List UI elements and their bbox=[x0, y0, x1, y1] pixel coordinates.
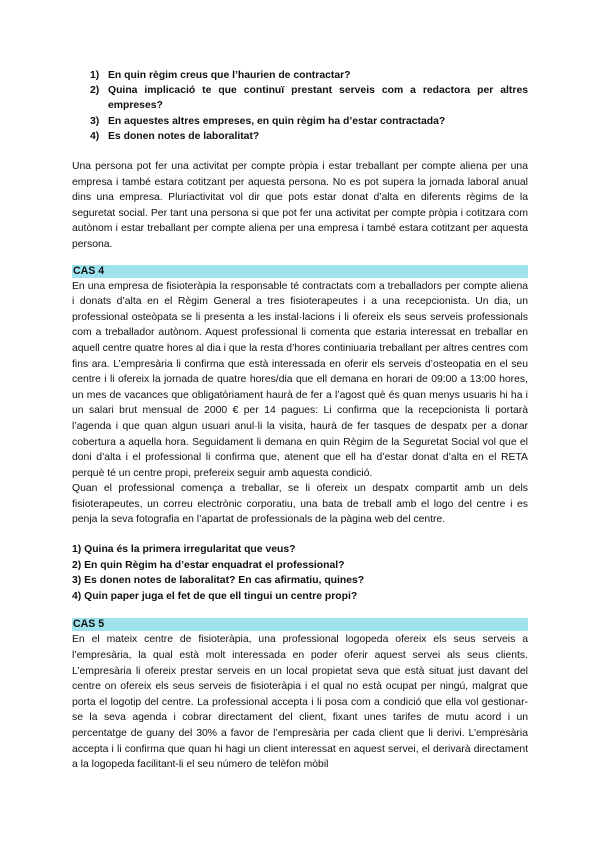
spacer bbox=[72, 144, 528, 159]
intro-answer-paragraph: Una persona pot fer una activitat per compte pròpia i estar treballant per compte aliena per una empresa i també estara cotitzant per aquesta persona. No es pot supera la jornada laboral anual dins una empresa. Pluriactivitat vol dir que pots estar donat d’alta en diferents règims de la seguretat social. Per tant una persona si que pot fer una activitat per compte pròpia i cotitzara com autònom i estar treballant per compte aliena per una empresa i també estara cotitzant per aquesta persona. bbox=[72, 161, 528, 250]
case-4-paragraph-2: Quan el professional comença a treballar, se li ofereix un despatx compartit amb un dels fisioterapeutes, un correu electrònic corporatiu, una bata de treball amb el logo del centre i es penja la seva fotografia en l’apartat de professionals de la pàgina web del centre. bbox=[72, 483, 528, 526]
case-5-heading: CAS 5 bbox=[72, 618, 528, 631]
case-4-question-list bbox=[72, 542, 528, 604]
question-text: Es donen notes de laboralitat? bbox=[108, 130, 260, 142]
question-text: En quin règim creus que l’haurien de contractar? bbox=[108, 70, 351, 81]
spacer bbox=[72, 528, 528, 542]
case-4-question: 4) Quin paper juga el fet de que ell tingui un centre propi? bbox=[72, 590, 358, 602]
question-text: En aquestes altres empreses, en quin règim ha d’estar contractada? bbox=[108, 115, 446, 127]
question-number: 3) bbox=[90, 115, 100, 127]
intro-question-item bbox=[90, 129, 528, 144]
intro-question-item bbox=[90, 114, 528, 129]
intro-question-item bbox=[90, 68, 528, 83]
case-4-question: 2) En quin Règim ha d’estar enquadrat el professional? bbox=[72, 559, 345, 571]
question-text: Quina implicació te que continuï prestant serveis com a redactora per altres empreses? bbox=[108, 85, 528, 112]
case-4-heading: CAS 4 bbox=[72, 265, 528, 278]
question-number: 2) bbox=[90, 85, 100, 97]
question-number: 4) bbox=[90, 130, 100, 142]
case-5-paragraph-1: En el mateix centre de fisioteràpia, una professional logopeda ofereix els seus serveis a l’empresària, la qual està molt interessada en poder oferir aquest servei als seus clients. L’empresària li ofereix prestar serveis en un local propietat seva que està situat just davant del centre on ofereix els seus serveis de fisioteràpia i el qual no està ocupat per ningú, malgrat que porta el logotip del centre. La professional accepta i li posa com a condició que ella vol gestionar-se la seva agenda i cobrar directament del client, fixant unes tarifes de mutu acord i un percentatge de guany del 30% a favor de l’empresària per cada client que li derivi. L’empresària accepta i li confirma que quan hi hagi un client interessat en aquest servei, el derivarà directament a la logopeda facilitant-li el seu número de telèfon mòbil bbox=[72, 634, 528, 771]
document-page bbox=[72, 68, 528, 773]
case-4-question: 3) Es donen notes de laboralitat? En cas afirmatiu, quines? bbox=[72, 575, 365, 587]
question-number: 1) bbox=[90, 70, 100, 81]
intro-question-item bbox=[90, 83, 528, 113]
spacer bbox=[72, 604, 528, 618]
case-4-question: 1) Quina és la primera irregularitat que veus? bbox=[72, 544, 296, 556]
spacer bbox=[72, 253, 528, 265]
case-4-paragraph-1: En una empresa de fisioteràpia la responsable té contractats com a treballadors per compte aliena i donats d’alta en el Règim General a tres fisioterapeutes i a una recepcionista. Un dia, un professional osteòpata se li presenta a les instal·lacions i li ofereix els seus serveis professionals com a treballador autònom. Aquest professional li comenta que estaria interessat en treballar en aquell centre quatre hores al dia i que la resta d’hores continiuaria treballant per altres centres com fins ara. L’empresària li confirma que està interessada en oferir els serveis d’osteopatia en el seu centre i li ofereix la jornada de quatre hores/dia que ell demana en horari de 09:00 a 13:00 hores, un mes de vacances que obligatòriament haurà de fer a l’agost què és quan menys usuaris hi ha i un salari brut mensual de 2000 € per 14 pagues: Li confirma que la recepcionista li portarà l’agenda i que quan algun usuari anul·li la visita, haurà de fer tasques de despatx per a donar cobertura a aquella hora. Seguidament li demana en quin Règim de la Seguretat Social vol que el doni d’alta i el professional li confirma que, atenent que ell ha d’estar donat d’alta en el RETA perquè té un centre propi, prefereix seguir amb aquesta condició. bbox=[72, 280, 528, 479]
intro-question-list bbox=[72, 68, 528, 144]
